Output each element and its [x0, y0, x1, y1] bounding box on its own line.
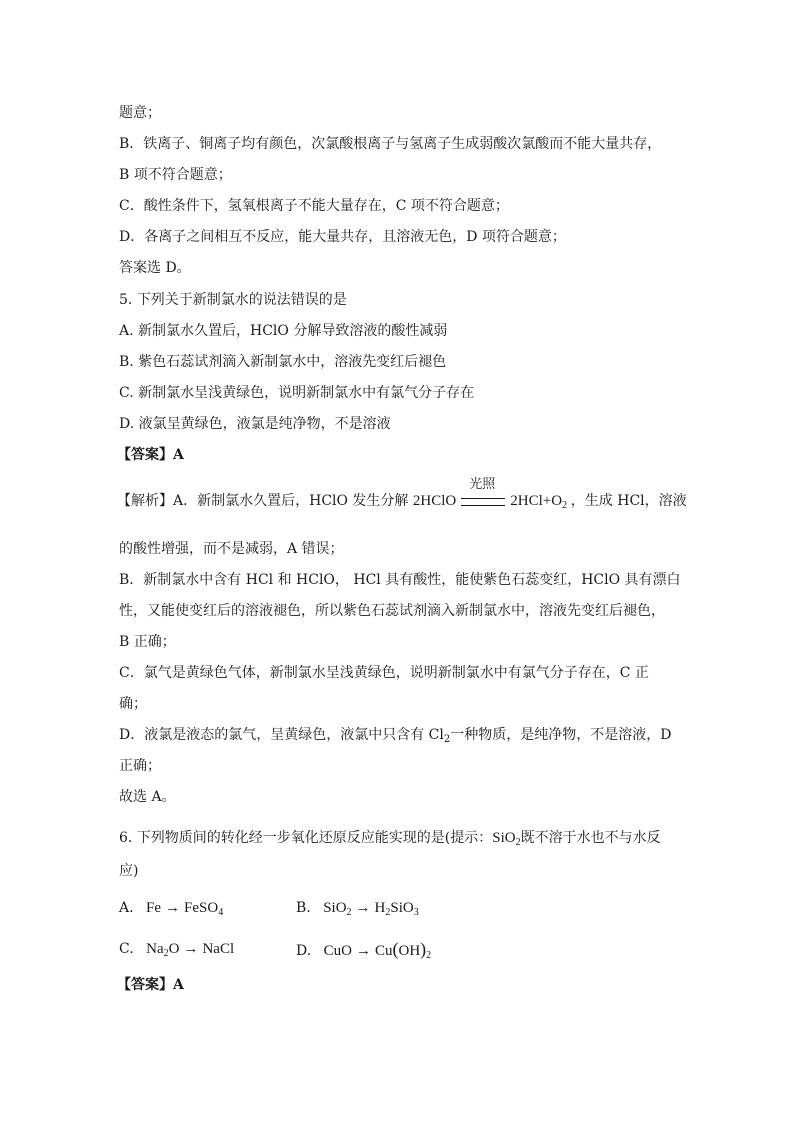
- b-right-2: SiO: [390, 900, 414, 916]
- right-paren: ): [420, 939, 427, 959]
- c-left-2: O: [168, 941, 180, 957]
- text-line: B．新制氯水中含有 HCl 和 HClO， HCl 具有酸性，能使紫色石蕊变红，HClO 具有漂白: [119, 572, 681, 588]
- c-right: NaCl: [202, 941, 235, 957]
- text-line: 确；: [119, 696, 147, 712]
- cl2-suffix: 一种物质，是纯净物，不是溶液，D: [450, 727, 672, 743]
- d-left: CuO: [323, 943, 352, 959]
- d-right-inner: OH: [398, 943, 421, 959]
- option-6c: [119, 940, 234, 963]
- c-left: Na: [146, 941, 164, 957]
- text-line: 题意；: [119, 105, 161, 121]
- text-line: B 项不符合题意；: [119, 167, 232, 183]
- text-line: 性，又能使变红后的溶液褪色，所以紫色石蕊试剂滴入新制氯水中，溶液先变红后褪色，: [119, 603, 665, 619]
- option-6d-label: D.: [296, 943, 312, 959]
- equation-reactant: 2HClO: [412, 493, 457, 509]
- option-6b-formula: [323, 900, 419, 916]
- option-b: B. 紫色石蕊试剂滴入新制氯水中，溶液先变红后褪色: [119, 354, 447, 370]
- question-5: 5. 下列关于新制氯水的说法错误的是: [119, 292, 347, 308]
- option-6d-formula: [323, 939, 432, 961]
- text-line: 故选 A。: [119, 789, 176, 805]
- option-6b: [296, 899, 419, 922]
- double-line-sign: [461, 498, 505, 506]
- sio2-text: SiO: [492, 830, 516, 846]
- equation-sign: [460, 476, 506, 510]
- arrow-icon: →: [355, 900, 371, 916]
- b-left: SiO: [323, 900, 347, 916]
- option-6c-label: C.: [119, 941, 134, 957]
- text-line: 的酸性增强，而不是减弱，A 错误；: [119, 541, 344, 557]
- analysis-line: [117, 476, 687, 515]
- b-left-subscript: 2: [346, 907, 352, 918]
- d-right: Cu: [374, 943, 393, 959]
- b-right-subscript-1: 2: [385, 907, 391, 918]
- option-6c-formula: [146, 941, 234, 957]
- equation-condition: 光照: [469, 476, 496, 491]
- a-right-subscript: 4: [218, 907, 224, 918]
- text-line: B．铁离子、铜离子均有颜色，次氯酸根离子与氢离子生成弱酸次氯酸而不能大量共存，: [119, 136, 662, 152]
- cl2-subscript: 2: [443, 734, 451, 745]
- c-left-subscript: 2: [163, 948, 169, 959]
- q6-suffix: 既不溶于水也不与水反: [520, 830, 661, 846]
- q6-prefix: 6. 下列物质间的转化经一步氧化还原反应能实现的是(提示：: [119, 830, 493, 846]
- arrow-icon: →: [355, 943, 371, 959]
- analysis-suffix: ，生成 HCl，溶液: [570, 493, 687, 509]
- text-line: [119, 726, 671, 749]
- sio2-subscript: 2: [515, 837, 521, 848]
- question-6: [119, 829, 661, 852]
- option-c: C. 新制氯水呈浅黄绿色，说明新制氯水中有氯气分子存在: [119, 385, 475, 401]
- option-6a: [119, 899, 223, 922]
- text-line: 答案选 D。: [119, 260, 191, 276]
- option-a: A. 新制氯水久置后，HClO 分解导致溶液的酸性减弱: [119, 323, 448, 339]
- option-6a-formula: [146, 900, 223, 916]
- text-line: B 正确；: [119, 634, 176, 650]
- analysis-prefix: 【解析】A．新制氯水久置后，HClO 发生分解: [117, 493, 409, 509]
- answer-label: 【答案】A: [117, 447, 184, 463]
- text-line: 正确；: [119, 758, 161, 774]
- sio2-formula: [492, 830, 520, 846]
- text-line: D．各离子之间相互不反应，能大量共存，且溶液无色，D 项符合题意；: [119, 229, 566, 245]
- d-right-subscript: 2: [426, 950, 432, 961]
- left-paren: (: [392, 939, 399, 959]
- option-6b-label: B.: [296, 900, 311, 916]
- equation-product: 2HCl+O: [510, 493, 563, 509]
- cl2-prefix: D．液氯是液态的氯气，呈黄绿色，液氯中只含有 Cl: [119, 727, 444, 743]
- a-right: FeSO: [184, 900, 219, 916]
- equation-subscript: 2: [562, 500, 568, 511]
- arrow-icon: →: [165, 900, 181, 916]
- text-line: C．酸性条件下，氢氧根离子不能大量存在，C 项不符合题意；: [119, 198, 509, 214]
- option-d: D. 液氯呈黄绿色，液氯是纯净物，不是溶液: [119, 416, 391, 432]
- q6-continuation: 应): [119, 863, 139, 879]
- equation: [412, 476, 571, 511]
- arrow-icon: →: [183, 941, 199, 957]
- option-6a-label: A.: [119, 900, 134, 916]
- a-left: Fe: [146, 900, 162, 916]
- text-line: C．氯气是黄绿色气体，新制氯水呈浅黄绿色，说明新制氯水中有氯气分子存在，C 正: [119, 665, 649, 681]
- answer-6-label: 【答案】A: [117, 977, 184, 993]
- option-6d: [296, 940, 431, 965]
- b-right-subscript-2: 3: [413, 907, 419, 918]
- b-right: H: [374, 900, 386, 916]
